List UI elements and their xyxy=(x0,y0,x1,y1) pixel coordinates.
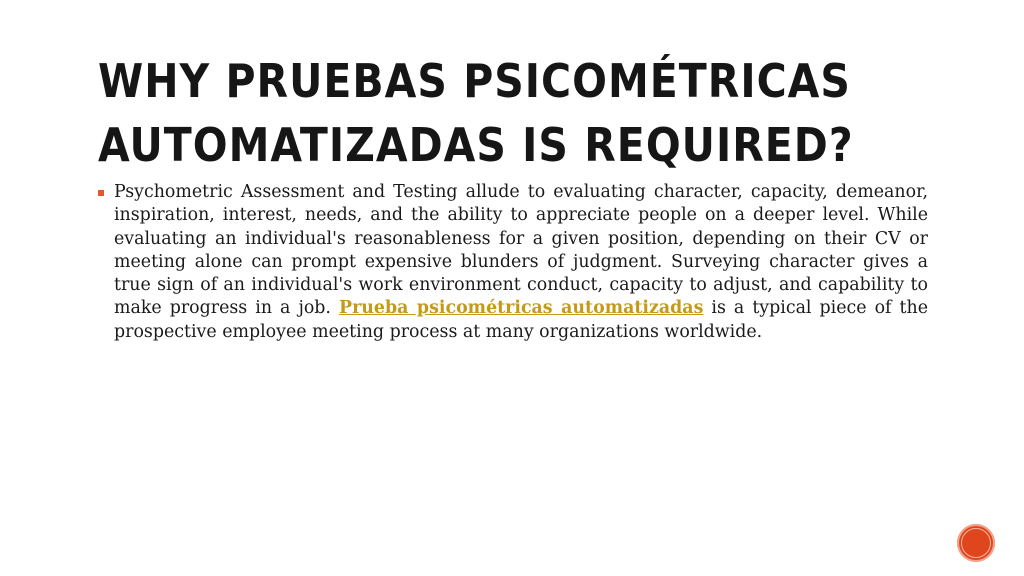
square-bullet-icon xyxy=(98,190,104,196)
title-line-2: AUTOMATIZADAS IS REQUIRED? xyxy=(98,118,854,173)
body-paragraph xyxy=(114,181,928,344)
title-line-1: WHY PRUEBAS PSICOMÉTRICAS xyxy=(98,54,851,109)
paragraph-text-before: Psychometric Assessment and Testing allude to evaluating character, capacity, demeanor, inspiration, interest, needs, and the ability to appreciate people on a deeper level. While evaluating an individual's reasonableness for a given position, depending on their CV or meeting alone can prompt expensive blunders of judgment. Surveying character gives a true sign of an individual's work environment conduct, capacity to adjust, and capability to make progress in a job. xyxy=(114,182,928,319)
slide-title xyxy=(98,50,878,178)
circle-nav-icon[interactable] xyxy=(957,524,995,562)
bullet-item xyxy=(98,181,928,344)
slide-body xyxy=(98,181,928,344)
paragraph-text-after: is a typical piece of the prospective employee meeting process at many organizations worldwide. xyxy=(114,298,928,342)
prueba-link[interactable]: Prueba psicométricas automatizadas xyxy=(339,298,704,319)
